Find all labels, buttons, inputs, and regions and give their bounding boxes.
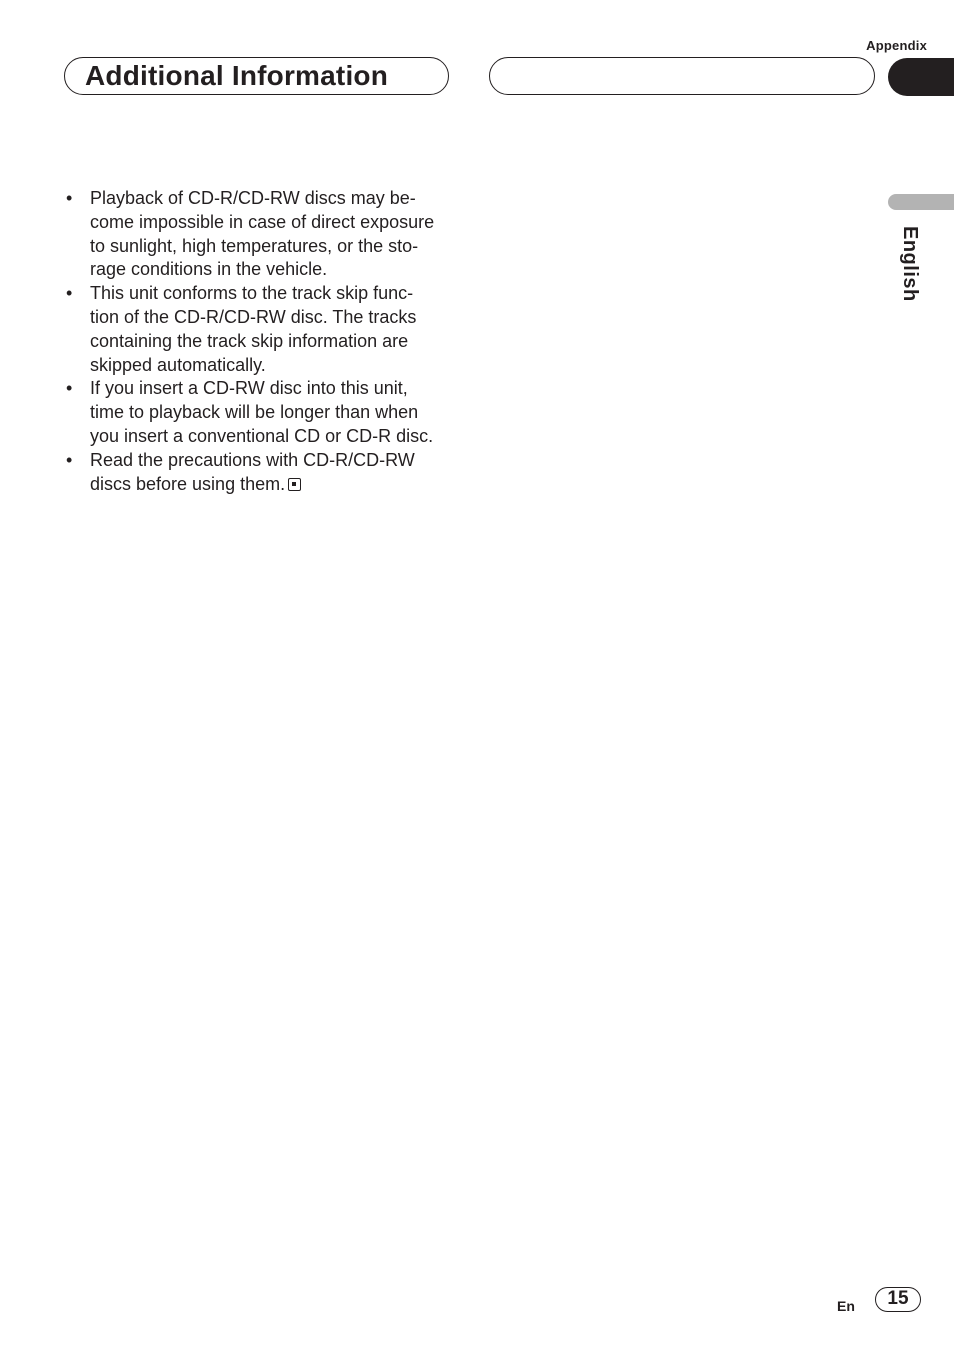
page-number: 15 — [875, 1287, 921, 1312]
section-label: Appendix — [866, 38, 927, 53]
bullet-icon: • — [66, 378, 73, 399]
bullet-icon: • — [66, 449, 73, 470]
page-title: Additional Information — [85, 60, 389, 91]
bullet-icon: • — [66, 283, 73, 304]
list-item-text: Playback of CD-R/CD-RW discs may be- come impossible in case of direct exposure to sunlight, high temperatures, or the sto- rage conditions in the vehicle. — [90, 188, 435, 280]
list-item — [64, 449, 456, 497]
list-item-text: If you insert a CD-RW disc into this unit, time to playback will be longer than when you insert a conventional CD or CD-R disc. — [90, 378, 434, 446]
language-tab-label: English — [899, 226, 921, 302]
list-item — [64, 282, 456, 377]
list-item — [64, 377, 456, 448]
bullet-icon: • — [66, 188, 73, 208]
bullet-list — [64, 187, 456, 496]
end-of-section-icon — [288, 478, 301, 491]
list-item-text: This unit conforms to the track skip func- tion of the CD-R/CD-RW disc. The tracks containing the track skip information are skipped automatically. — [90, 283, 417, 375]
footer-language-code: En — [837, 1298, 855, 1314]
language-tab-marker — [888, 194, 954, 210]
list-item-text: Read the precautions with CD-R/CD-RW discs before using them. — [90, 449, 415, 494]
empty-header-frame — [489, 57, 875, 95]
list-item — [64, 187, 456, 282]
section-tab-marker — [888, 58, 954, 96]
